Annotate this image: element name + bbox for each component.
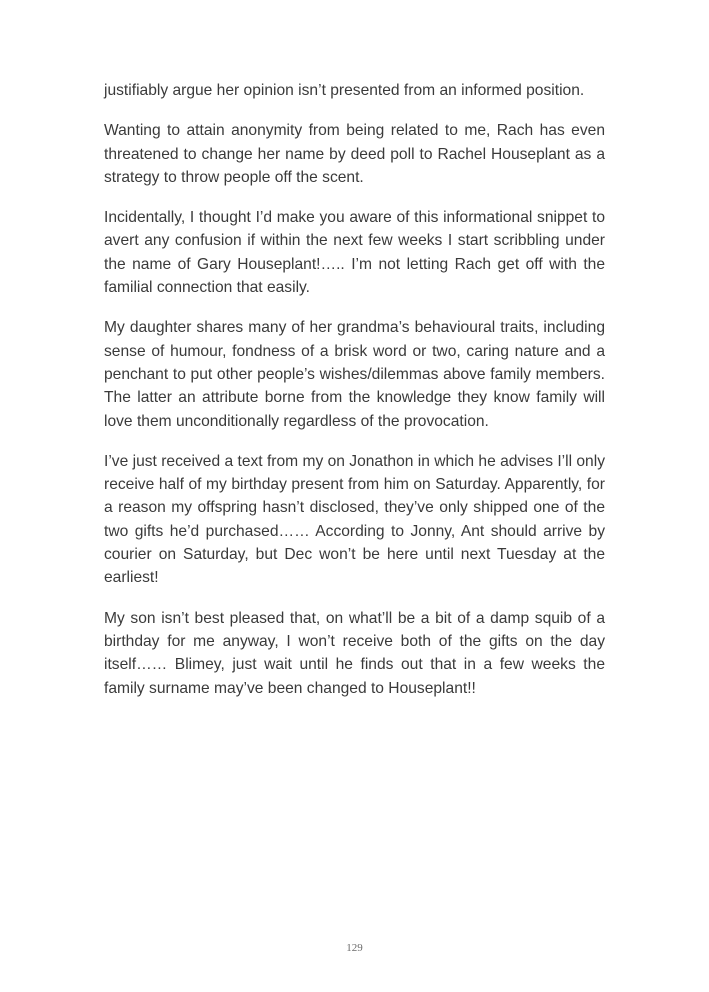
paragraph-5: I’ve just received a text from my on Jonathon in which he advises I’ll only receive half of my birthday present from him on Saturday. Apparently, for a reason my offspring hasn’t disclosed, they’ve only shipped one of the two gifts he’d purchased…… According to Jonny, Ant should arrive by courier on Saturday, but Dec won’t be here until next Tuesday at the earliest!: [104, 452, 605, 587]
paragraph-6: My son isn’t best pleased that, on what’ll be a bit of a damp squib of a birthday for me anyway, I won’t receive both of the gifts on the day itself…… Blimey, just wait until he finds out that in a few weeks the family surname may’ve been changed to Houseplant!!: [104, 609, 605, 697]
page-number: 129: [346, 942, 363, 954]
paragraph-2: Wanting to attain anonymity from being related to me, Rach has even threatened to change her name by deed poll to Rachel Houseplant as a strategy to throw people off the scent.: [104, 122, 605, 186]
body-text: [104, 79, 605, 717]
paragraph-3: Incidentally, I thought I’d make you aware of this informational snippet to avert any confusion if within the next few weeks I start scribbling under the name of Gary Houseplant!….. I’m not letting Rach get off with the familial connection that easily.: [104, 209, 605, 297]
paragraph-1: justifiably argue her opinion isn’t presented from an informed position.: [104, 82, 585, 99]
paragraph-4: My daughter shares many of her grandma’s behavioural traits, including sense of humour, fondness of a brisk word or two, caring nature and a penchant to put other people’s wishes/dilemmas above family members. The latter an attribute borne from the knowledge they know family will love them unconditionally regardless of the provocation.: [104, 319, 605, 430]
